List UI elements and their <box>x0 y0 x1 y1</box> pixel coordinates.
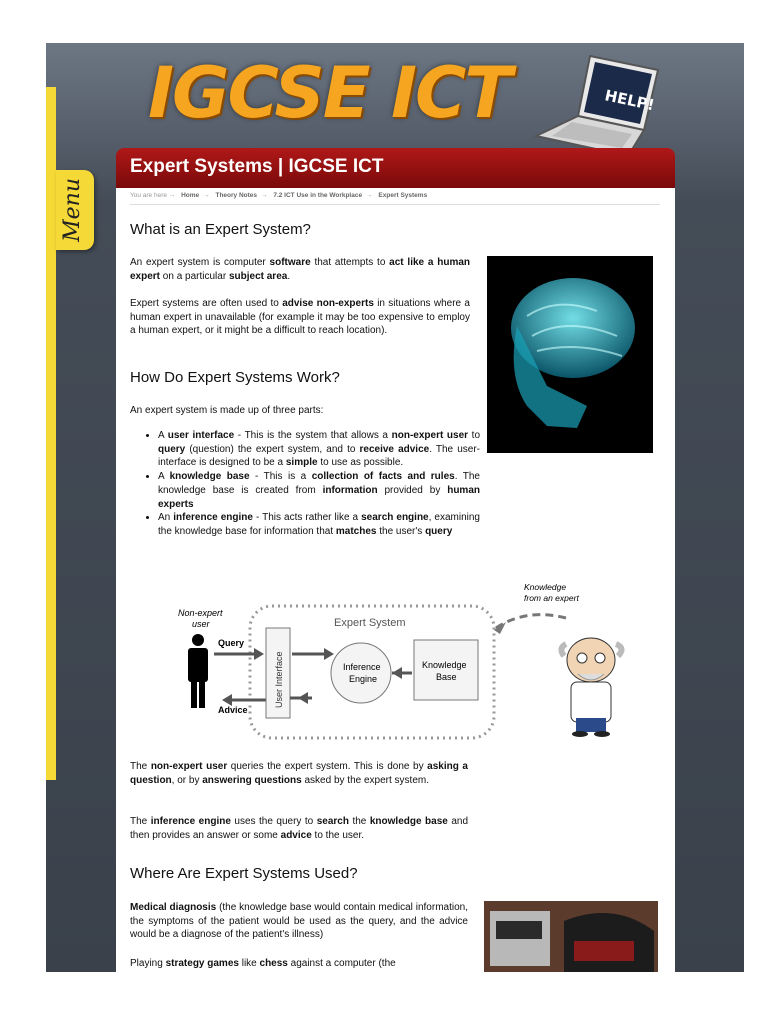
main-content <box>116 188 675 972</box>
paragraph-advise: Expert systems are often used to advise non-experts in situations where a human expert in unavailable (for example it may be too expensive to employ a human expert, or it might be a difficult to reach location). <box>130 298 470 337</box>
breadcrumb-prefix: You are here → <box>130 192 176 199</box>
menu-strip <box>46 87 56 780</box>
non-expert-label-1: Non-expert <box>178 608 223 618</box>
menu-label: Menu <box>60 178 85 242</box>
breadcrumb-separator: → <box>366 192 373 199</box>
kb-label-2: Base <box>436 672 457 682</box>
site-logo[interactable]: IGCSE ICT <box>148 52 511 134</box>
parts-list <box>146 429 480 539</box>
person-icon <box>188 634 208 708</box>
breadcrumb-separator: → <box>203 192 210 199</box>
title-bar <box>116 148 675 188</box>
inference-engine-node <box>331 643 391 703</box>
advice-label: Advice <box>218 705 248 715</box>
paragraph-three-parts: An expert system is made up of three parts: <box>130 405 324 416</box>
car-diagnostics-image <box>484 901 658 972</box>
ui-label: User Interface <box>274 651 284 708</box>
expert-label-1: Knowledge <box>524 582 567 592</box>
paragraph-medical: Medical diagnosis (the knowledge base would contain medical information, the symptoms of the patient would be used as the query, and the advice would be a diagnose of the patient's illness) <box>130 902 468 941</box>
kb-label-1: Knowledge <box>422 660 467 670</box>
breadcrumb-link-theory-notes[interactable]: Theory Notes <box>215 192 258 199</box>
paragraph-inference: The inference engine uses the query to search the knowledge base and then provides an answer or some advice to the user. <box>130 816 469 841</box>
list-item: • A knowledge base - This is a collection of facts and rules. The knowledge base is created from information provided by human experts <box>158 470 480 511</box>
list-item: • An inference engine - This acts rather like a search engine, examining the knowledge base for information that matches the user's query <box>158 511 480 538</box>
query-label: Query <box>218 638 245 648</box>
list-item: • A user interface - This is the system that allows a non-expert user to query (question) the expert system, and to receive advice. The user-interface is designed to be a simple to use as possible. <box>158 429 480 470</box>
help-laptop-icon[interactable] <box>532 52 662 162</box>
breadcrumb-link-workplace[interactable]: 7.2 ICT Use in the Workplace <box>273 192 363 199</box>
breadcrumb-link-home[interactable]: Home <box>181 192 200 199</box>
engine-label-2: Engine <box>349 674 378 684</box>
system-label: Expert System <box>334 617 406 629</box>
breadcrumb-separator: → <box>261 192 268 199</box>
breadcrumb <box>130 192 660 205</box>
expert-label-2: from an expert <box>524 593 579 603</box>
professor-cartoon <box>561 638 621 737</box>
help-label: HELP! <box>603 86 657 115</box>
expert-system-diagram <box>166 582 626 758</box>
skull-brain-image <box>487 256 653 453</box>
breadcrumb-current: Expert Systems <box>378 192 428 199</box>
paragraph-queries: The non-expert user queries the expert system. This is done by asking a question, or by answering questions asked by the expert system. <box>130 761 468 786</box>
heading-how-work: How Do Expert Systems Work? <box>130 369 340 386</box>
heading-what-is: What is an Expert System? <box>130 221 311 238</box>
non-expert-label-2: user <box>192 619 210 629</box>
knowledge-base-box <box>414 640 478 700</box>
menu-button[interactable] <box>56 170 94 250</box>
page-title: Expert Systems | IGCSE ICT <box>130 156 384 177</box>
heading-where-used: Where Are Expert Systems Used? <box>130 865 358 882</box>
engine-label-1: Inference <box>343 662 381 672</box>
expert-link <box>496 615 566 628</box>
paragraph-definition: An expert system is computer software that attempts to act like a human expert on a particular subject area. <box>130 257 470 282</box>
paragraph-games: Playing strategy games like chess against a computer (the <box>130 958 396 969</box>
